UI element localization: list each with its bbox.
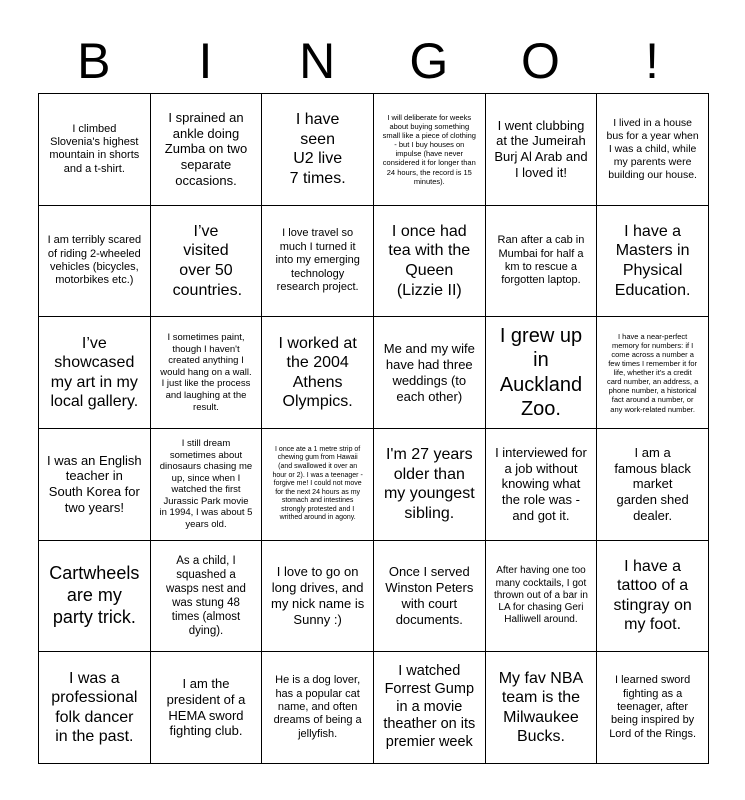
bingo-grid: [38, 93, 709, 764]
bingo-cell[interactable]: [39, 317, 151, 429]
bingo-cell-text: After having one too many cocktails, I got thrown out of a bar in LA for chasing Geri Halliwell around.: [493, 565, 588, 626]
bingo-cell[interactable]: [150, 540, 262, 652]
bingo-cell-text: I lived in a house bus for a year when I was a child, while my parents were building our house.: [606, 117, 699, 181]
bingo-cell[interactable]: [150, 428, 262, 540]
bingo-cell[interactable]: [597, 540, 709, 652]
bingo-cell[interactable]: [373, 94, 485, 206]
bingo-cell-text: I'm 27 years older than my youngest sibling.: [383, 446, 475, 522]
bingo-row: [39, 205, 709, 317]
bingo-row: [39, 428, 709, 540]
bingo-cell-text: I’ve showcased my art in my local gallery.: [50, 334, 139, 411]
bingo-cell-text: I still dream sometimes about dinosaurs chasing me up, since when I watched the first Jurassic Park movie in 1994, I was about 5 years old.: [159, 437, 253, 531]
bingo-cell[interactable]: [39, 652, 151, 764]
bingo-cell[interactable]: [262, 94, 374, 206]
bingo-row: [39, 94, 709, 206]
bingo-cell[interactable]: [150, 652, 262, 764]
bingo-cell-text: I will deliberate for weeks about buying something small like a piece of clothing - but I buy houses on impulse (have never considered it for longer than 24 hours, the record is 15 minutes).: [382, 112, 476, 186]
bingo-cell[interactable]: [39, 94, 151, 206]
bingo-cell[interactable]: [150, 94, 262, 206]
header-letter-g: G: [409, 33, 449, 89]
bingo-cell-text: I once ate a 1 metre strip of chewing gum from Hawaii (and swallowed it over an hour or 2). I was a teenager - forgive me! I could not move for the next 24 hours as my stomach and intestines strongly protested and I writhed around in agony.: [272, 445, 363, 522]
header-letter-n: N: [299, 33, 336, 89]
bingo-header: [38, 28, 708, 94]
bingo-cell-text: I am terribly scared of riding 2-wheeled vehicles (bicycles, motorbikes etc.): [47, 234, 142, 287]
bingo-cell-text: I have seen U2 live 7 times.: [289, 111, 346, 187]
header-letter-i: I: [198, 33, 213, 89]
bingo-cell-text: I interviewed for a job without knowing what the role was - and got it.: [495, 444, 587, 524]
bingo-cell-text: I’ve visited over 50 countries.: [172, 222, 243, 299]
bingo-cell-text: Ran after a cab in Mumbai for half a km to rescue a forgotten laptop.: [497, 234, 585, 287]
bingo-row: [39, 317, 709, 429]
bingo-cell-text: I have a Masters in Physical Education.: [614, 222, 691, 299]
bingo-cell-text: I have a tattoo of a stingray on my foot.: [613, 557, 692, 634]
bingo-cell[interactable]: [39, 428, 151, 540]
bingo-cell[interactable]: [597, 317, 709, 429]
bingo-cell-text: I learned sword fighting as a teenager, after being inspired by Lord of the Rings.: [609, 674, 697, 740]
bingo-cell-text: I watched Forrest Gump in a movie theather on its premier week: [383, 663, 476, 751]
bingo-cell-text: Once I served Winston Peters with court documents.: [385, 564, 474, 627]
bingo-cell-text: I love travel so much I turned it into my emerging technology research project.: [275, 227, 360, 294]
bingo-cell-text: I grew up in Auckland Zoo.: [499, 324, 583, 421]
bingo-row: [39, 540, 709, 652]
bingo-cell-text: I climbed Slovenia's highest mountain in shorts and a t-shirt.: [49, 122, 140, 175]
bingo-cell-text: I love to go on long drives, and my nick name is Sunny :): [271, 564, 365, 627]
bingo-cell-text: I am the president of a HEMA sword fighting club.: [166, 675, 246, 739]
bingo-cell[interactable]: [597, 652, 709, 764]
bingo-cell-text: I went clubbing at the Jumeirah Burj Al Arab and I loved it!: [494, 117, 588, 181]
bingo-cell[interactable]: [373, 652, 485, 764]
bingo-cell[interactable]: [373, 540, 485, 652]
bingo-cell-text: He is a dog lover, has a popular cat name, and often dreams of being a jellyfish.: [273, 674, 362, 740]
header-letter-b: B: [77, 33, 111, 89]
header-letter-exclamation: !: [645, 33, 660, 89]
bingo-cell[interactable]: [373, 428, 485, 540]
bingo-cell[interactable]: [485, 652, 597, 764]
bingo-cell[interactable]: [373, 317, 485, 429]
bingo-cell-text: My fav NBA team is the Milwaukee Bucks.: [498, 669, 584, 746]
bingo-cell-text: Cartwheels are my party trick.: [49, 563, 140, 627]
bingo-cell[interactable]: [597, 94, 709, 206]
bingo-cell-text: Me and my wife have had three weddings (to each other): [383, 340, 475, 404]
bingo-cell[interactable]: [597, 428, 709, 540]
bingo-cell-text: I was a professional folk dancer in the past.: [51, 669, 138, 746]
bingo-cell-text: I was an English teacher in South Korea for two years!: [47, 452, 142, 516]
bingo-cell[interactable]: [39, 205, 151, 317]
bingo-cell-text: I have a near-perfect memory for numbers: if I come across a number a few times I remember it for life, whether it's a credit card number, an address, a phone number, a historical fact around a number, or any work-related number.: [606, 331, 699, 414]
bingo-cell[interactable]: [150, 317, 262, 429]
bingo-cell-text: I sometimes paint, though I haven't created anything I would hang on a wall. I just like the process and laughing at the result.: [160, 332, 252, 413]
bingo-cell[interactable]: [597, 205, 709, 317]
bingo-cell[interactable]: [373, 205, 485, 317]
bingo-cell[interactable]: [262, 428, 374, 540]
bingo-cell[interactable]: [39, 540, 151, 652]
bingo-cell[interactable]: [262, 205, 374, 317]
bingo-cell[interactable]: [485, 94, 597, 206]
bingo-cell-text: As a child, I squashed a wasps nest and was stung 48 times (almost dying).: [166, 554, 246, 637]
bingo-cell[interactable]: [262, 317, 374, 429]
header-letter-o: O: [521, 33, 560, 89]
bingo-cell[interactable]: [150, 205, 262, 317]
bingo-cell[interactable]: [485, 317, 597, 429]
bingo-cell[interactable]: [485, 540, 597, 652]
bingo-cell[interactable]: [485, 428, 597, 540]
bingo-cell[interactable]: [262, 652, 374, 764]
bingo-cell[interactable]: [485, 205, 597, 317]
bingo-cell-text: I once had tea with the Queen (Lizzie II): [388, 222, 471, 299]
bingo-cell[interactable]: [262, 540, 374, 652]
bingo-cell-text: I worked at the 2004 Athens Olympics.: [278, 334, 357, 411]
bingo-cell-text: I sprained an ankle doing Zumba on two separate occasions.: [164, 109, 248, 189]
bingo-cell-text: I am a famous black market garden shed dealer.: [614, 444, 691, 524]
bingo-row: [39, 652, 709, 764]
